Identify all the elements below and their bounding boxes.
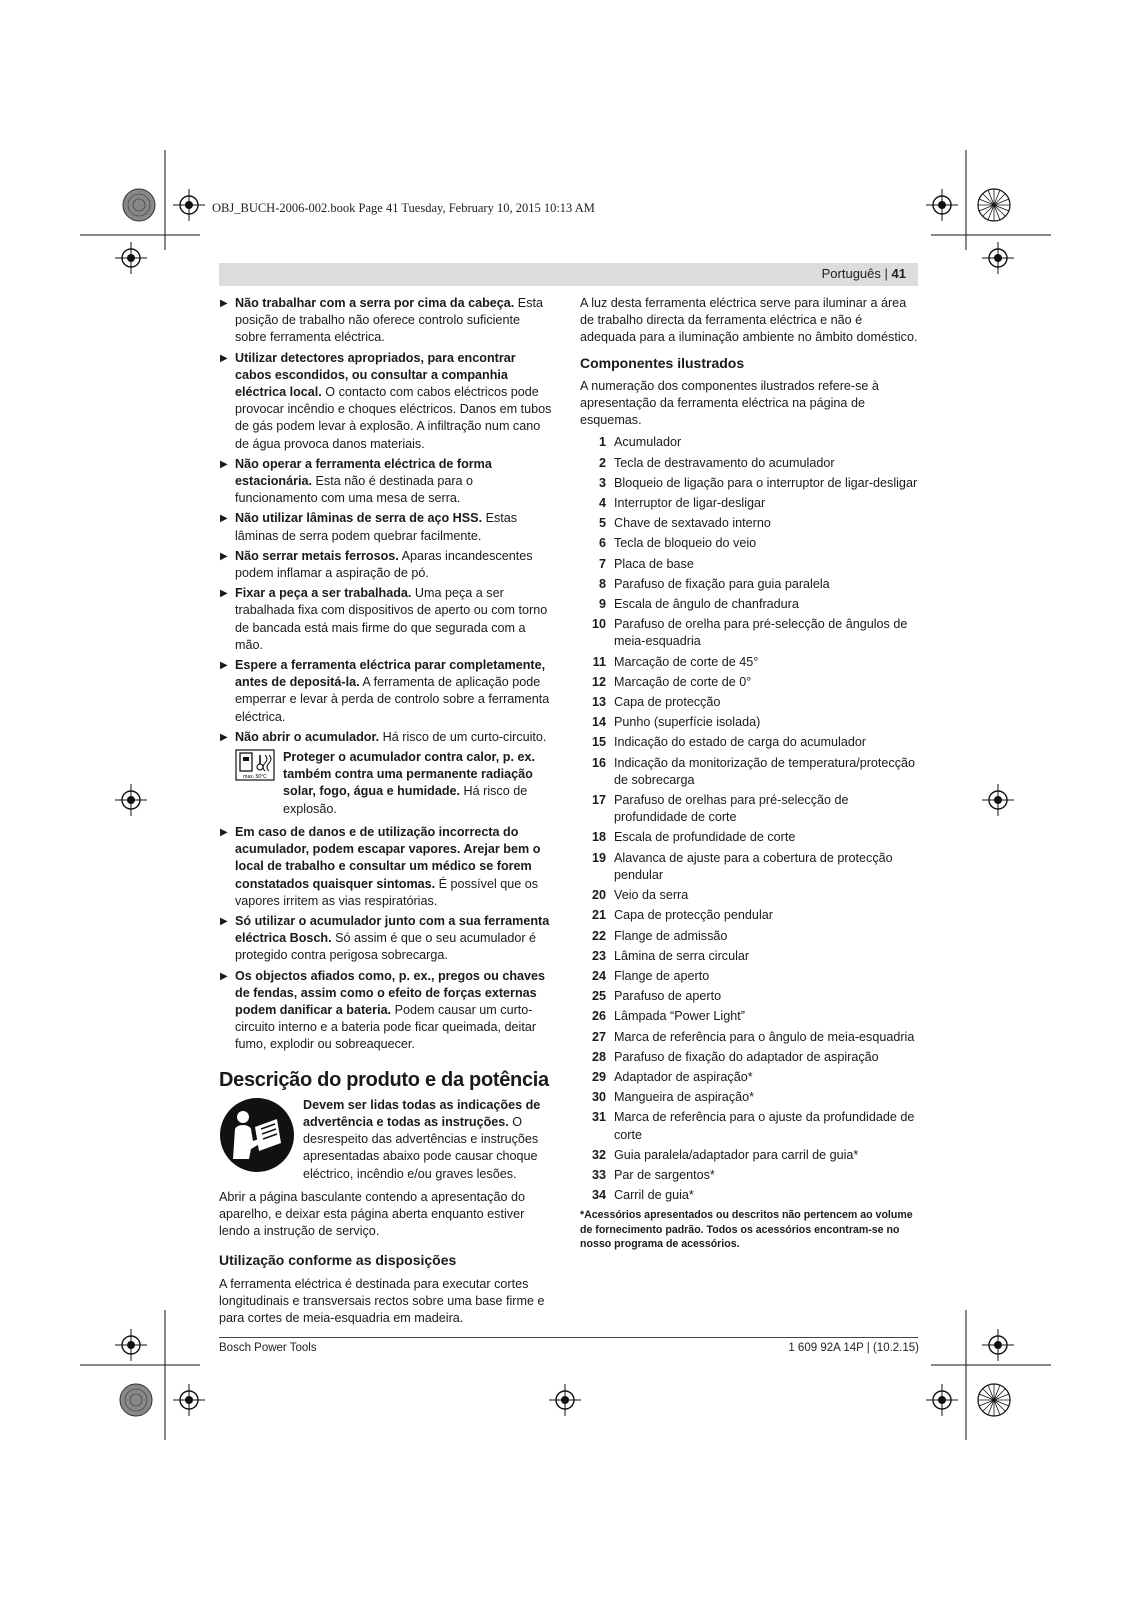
footer-doc-number: 1 609 92A 14P | (10.2.15) <box>788 1342 919 1354</box>
bullet-bold: Só utilizar o acumulador junto com a sua ferramenta eléctrica Bosch. <box>235 913 550 946</box>
component-item <box>580 928 918 945</box>
bullet-triangle-icon: ▶ <box>220 660 228 672</box>
bullet-bold: Não serrar metais ferrosos. <box>235 548 399 563</box>
component-item <box>580 1069 918 1086</box>
component-item <box>580 948 918 965</box>
component-label: Parafuso de orelhas para pré-selecção de profundidade de corte <box>614 793 849 825</box>
component-item <box>580 654 918 671</box>
component-item <box>580 1089 918 1106</box>
component-item <box>580 988 918 1005</box>
read-warning-bold: Devem ser lidas todas as indicações de advertência e todas as instruções. <box>303 1097 541 1129</box>
bullet-item <box>219 456 554 508</box>
header-text <box>822 266 906 281</box>
bullet-text: É possível que os vapores irritem as vias respiratórias. <box>235 876 539 908</box>
bullet-text: Aparas incandescentes podem inflamar a aspiração de pó. <box>235 548 533 581</box>
bullet-bold: Utilizar detectores apropriados, para encontrar cabos escondidos, ou consultar a companhia eléctrica local. <box>235 350 516 400</box>
component-number: 1 <box>598 435 606 450</box>
light-text: A luz desta ferramenta eléctrica serve para iluminar a área de trabalho directa da ferramenta eléctrica e não é adequada para a iluminação ambiente no âmbito doméstico. <box>580 296 918 345</box>
bullet-triangle-icon: ▶ <box>220 915 228 927</box>
component-number: 7 <box>598 556 606 571</box>
component-label: Indicação do estado de carga do acumulador <box>614 735 867 750</box>
component-number: 32 <box>591 1147 606 1162</box>
heat-warning-text <box>283 749 554 818</box>
component-item <box>580 755 918 789</box>
component-number: 28 <box>591 1049 606 1064</box>
fold-out-text: Abrir a página basculante contendo a apresentação do aparelho, e deixar esta página aberta enquanto estiver lendo a instrução de serviço. <box>219 1189 525 1239</box>
battery-bullets <box>219 824 554 1054</box>
bullet-triangle-icon: ▶ <box>220 588 228 600</box>
component-label: Capa de protecção <box>614 695 721 710</box>
component-label: Parafuso de fixação para guia paralela <box>614 576 830 591</box>
heat-warning <box>219 749 554 818</box>
component-label: Alavanca de ajuste para a cobertura de protecção pendular <box>614 850 893 882</box>
component-item <box>580 850 918 884</box>
component-label: Bloqueio de ligação para o interruptor de ligar-desligar <box>614 475 918 490</box>
bullet-text: Esta posição de trabalho não oferece controlo suficiente sobre ferramenta eléctrica. <box>235 296 543 345</box>
components-list <box>580 434 918 1204</box>
component-number: 6 <box>598 536 606 551</box>
component-item <box>580 475 918 492</box>
component-number: 5 <box>598 516 606 531</box>
footer-rule <box>219 1337 918 1338</box>
bullet-bold: Não operar a ferramenta eléctrica de forma estacionária. <box>235 456 492 489</box>
bullet-item <box>219 729 554 746</box>
bullet-triangle-icon: ▶ <box>220 458 228 470</box>
component-item <box>580 1109 918 1143</box>
component-item <box>580 495 918 512</box>
component-item <box>580 734 918 751</box>
component-label: Chave de sextavado interno <box>614 516 771 531</box>
page-number: 41 <box>891 266 906 281</box>
header-separator: | <box>884 266 888 281</box>
component-number: 31 <box>591 1110 606 1125</box>
component-item <box>580 1147 918 1164</box>
read-warning-rest: O desrespeito das advertências e instruções apresentadas abaixo pode causar choque eléctrico, incêndio e/ou graves lesões. <box>303 1114 539 1181</box>
components-title: Componentes ilustrados <box>580 354 745 371</box>
component-number: 9 <box>598 597 606 612</box>
safety-bullets <box>219 295 554 746</box>
bullet-bold: Não trabalhar com a serra por cima da cabeça. <box>235 296 515 310</box>
component-number: 13 <box>591 695 606 710</box>
component-label: Lâmina de serra circular <box>614 948 750 963</box>
bullet-text: A ferramenta de aplicação pode emperrar e levar à perda de controlo sobre a ferramenta eléctrica. <box>235 675 550 724</box>
component-label: Punho (superfície isolada) <box>614 715 761 730</box>
bullet-bold: Fixar a peça a ser trabalhada. <box>235 586 412 601</box>
component-item <box>580 434 918 451</box>
component-label: Parafuso de fixação do adaptador de aspiração <box>614 1049 879 1064</box>
component-number: 16 <box>591 755 606 770</box>
heat-warning-rest: Há risco de explosão. <box>283 784 528 816</box>
component-label: Veio da serra <box>614 888 689 903</box>
bullet-bold: Não abrir o acumulador. <box>235 729 380 744</box>
component-label: Tecla de bloqueio do veio <box>614 536 757 551</box>
bullet-text: Podem causar um curto-circuito interno e a bateria pode ficar queimada, deitar fumo, explodir ou sobreaquecer. <box>235 1002 537 1052</box>
component-item <box>580 535 918 552</box>
component-label: Marca de referência para o ângulo de meia-esquadria <box>614 1029 915 1044</box>
bullet-item <box>219 510 554 544</box>
bullet-text: Uma peça a ser trabalhada fixa com dispositivos de aperto ou com torno de bancada está mais firme do que segurada com a mão. <box>235 586 548 652</box>
component-label: Escala de profundidade de corte <box>614 830 796 845</box>
page-header <box>219 263 918 286</box>
bullet-text: Só assim é que o seu acumulador é protegido contra perigosa sobrecarga. <box>235 931 537 963</box>
component-number: 14 <box>591 715 606 730</box>
component-label: Parafuso de aperto <box>614 989 722 1004</box>
component-item <box>580 576 918 593</box>
intended-use-text: A ferramenta eléctrica é destinada para executar cortes longitudinais e transversais rectos sobre uma base firme e para cortes de meia-esquadria em madeira. <box>219 1276 545 1325</box>
left-column <box>219 295 554 1330</box>
component-number: 3 <box>598 475 606 490</box>
component-label: Parafuso de orelha para pré-selecção de ângulos de meia-esquadria <box>614 617 908 649</box>
component-item <box>580 829 918 846</box>
component-item <box>580 714 918 731</box>
heat-warning-bold: Proteger o acumulador contra calor, p. ex. também contra uma permanente radiação solar, fogo, água e humidade. <box>283 750 535 799</box>
bullet-triangle-icon: ▶ <box>220 826 228 838</box>
bullet-triangle-icon: ▶ <box>220 731 228 743</box>
read-instructions-warning <box>219 1097 554 1183</box>
component-number: 2 <box>598 455 606 470</box>
component-number: 30 <box>591 1090 606 1105</box>
component-item <box>580 674 918 691</box>
bullet-bold: Espere a ferramenta eléctrica parar completamente, antes de depositá-la. <box>235 658 546 690</box>
bullet-triangle-icon: ▶ <box>220 352 228 364</box>
component-label: Tecla de destravamento do acumulador <box>614 455 835 470</box>
bullet-bold: Não utilizar lâminas de serra de aço HSS. <box>235 511 483 526</box>
component-label: Lâmpada “Power Light” <box>614 1009 745 1024</box>
bullet-item <box>219 295 554 347</box>
component-item <box>580 515 918 532</box>
temperature-warning-icon <box>235 749 275 781</box>
component-item <box>580 616 918 650</box>
component-item <box>580 968 918 985</box>
component-item <box>580 1167 918 1184</box>
component-label: Marca de referência para o ajuste da profundidade de corte <box>614 1110 915 1142</box>
component-number: 24 <box>591 968 606 983</box>
component-number: 17 <box>591 793 606 808</box>
bullet-item <box>219 548 554 582</box>
right-column <box>580 295 918 1252</box>
component-item <box>580 907 918 924</box>
component-label: Par de sargentos* <box>614 1167 715 1182</box>
component-number: 21 <box>591 908 606 923</box>
component-number: 29 <box>591 1069 606 1084</box>
bullet-triangle-icon: ▶ <box>220 513 228 525</box>
book-info: OBJ_BUCH-2006-002.book Page 41 Tuesday, February 10, 2015 10:13 AM <box>212 201 595 215</box>
component-number: 4 <box>598 496 606 511</box>
component-label: Mangueira de aspiração* <box>614 1090 755 1105</box>
component-number: 8 <box>598 576 606 591</box>
component-label: Indicação da monitorização de temperatura/protecção de sobrecarga <box>614 755 916 787</box>
component-label: Flange de admissão <box>614 928 728 943</box>
bullet-text: Esta não é destinada para o funcionamento com uma mesa de serra. <box>235 474 474 506</box>
component-number: 27 <box>591 1029 606 1044</box>
component-item <box>580 887 918 904</box>
intended-use-title: Utilização conforme as disposições <box>219 1252 457 1269</box>
component-label: Marcação de corte de 45° <box>614 654 759 669</box>
component-number: 11 <box>592 654 606 669</box>
component-item <box>580 1029 918 1046</box>
bullet-item <box>219 350 554 453</box>
component-number: 25 <box>591 989 606 1004</box>
component-number: 34 <box>591 1188 606 1203</box>
component-label: Escala de ângulo de chanfradura <box>614 597 799 612</box>
component-item <box>580 694 918 711</box>
component-number: 18 <box>591 830 606 845</box>
component-item <box>580 455 918 472</box>
component-label: Placa de base <box>614 556 694 571</box>
component-label: Adaptador de aspiração* <box>614 1069 753 1084</box>
footnote: *Acessórios apresentados ou descritos não pertencem ao volume de fornecimento padrão. Todos os acessórios encontram-se no nosso programa de acessórios. <box>580 1209 913 1251</box>
component-label: Acumulador <box>614 435 682 450</box>
footer-brand: Bosch Power Tools <box>219 1342 317 1354</box>
read-manual-icon <box>219 1097 295 1173</box>
component-item <box>580 1008 918 1025</box>
component-number: 12 <box>591 674 606 689</box>
component-item <box>580 792 918 826</box>
component-number: 19 <box>591 850 606 865</box>
section-title: Descrição do produto e da potência <box>219 1068 549 1091</box>
bullet-triangle-icon: ▶ <box>220 298 228 309</box>
component-number: 22 <box>591 928 606 943</box>
component-item <box>580 1187 918 1204</box>
component-label: Guia paralela/adaptador para carril de guia* <box>614 1147 859 1162</box>
component-number: 33 <box>591 1167 606 1182</box>
bullet-item <box>219 968 554 1054</box>
header-language: Português <box>821 266 881 281</box>
component-label: Carril de guia* <box>614 1188 694 1203</box>
components-intro: A numeração dos componentes ilustrados refere-se à apresentação da ferramenta eléctrica na página de esquemas. <box>580 378 879 428</box>
bullet-text: O contacto com cabos eléctricos pode provocar incêndio e choques eléctricos. Danos em tubos de gás podem levar à explosão. A infiltração num cano de água provoca danos materiais. <box>235 385 552 451</box>
bullet-triangle-icon: ▶ <box>220 970 228 982</box>
bullet-item <box>219 657 554 726</box>
bullet-triangle-icon: ▶ <box>220 550 228 562</box>
read-warning-text <box>303 1097 554 1183</box>
bullet-bold: Em caso de danos e de utilização incorrecta do acumulador, podem escapar vapores. Arejar bem o local de trabalho e consultar um médico se forem constatados quaisquer sintomas. <box>235 824 541 891</box>
bullet-item <box>219 585 554 654</box>
component-item <box>580 1049 918 1066</box>
component-number: 20 <box>591 888 606 903</box>
bullet-item <box>219 824 554 910</box>
component-number: 23 <box>591 948 606 963</box>
component-label: Capa de protecção pendular <box>614 908 773 923</box>
bullet-text: Estas lâminas de serra podem quebrar facilmente. <box>235 511 518 543</box>
component-item <box>580 596 918 613</box>
component-number: 26 <box>591 1009 606 1024</box>
component-label: Flange de aperto <box>614 968 710 983</box>
bullet-bold: Os objectos afiados como, p. ex., pregos ou chaves de fendas, assim como o efeito de forças externas podem danificar a bateria. <box>235 968 546 1017</box>
bullet-text: Há risco de um curto-circuito. <box>379 729 547 744</box>
component-label: Interruptor de ligar-desligar <box>614 496 766 511</box>
icon-label: max. 50°C <box>243 774 267 781</box>
component-label: Marcação de corte de 0° <box>614 674 752 689</box>
component-number: 10 <box>591 617 606 632</box>
bullet-item <box>219 913 554 965</box>
component-item <box>580 556 918 573</box>
component-number: 15 <box>591 735 606 750</box>
